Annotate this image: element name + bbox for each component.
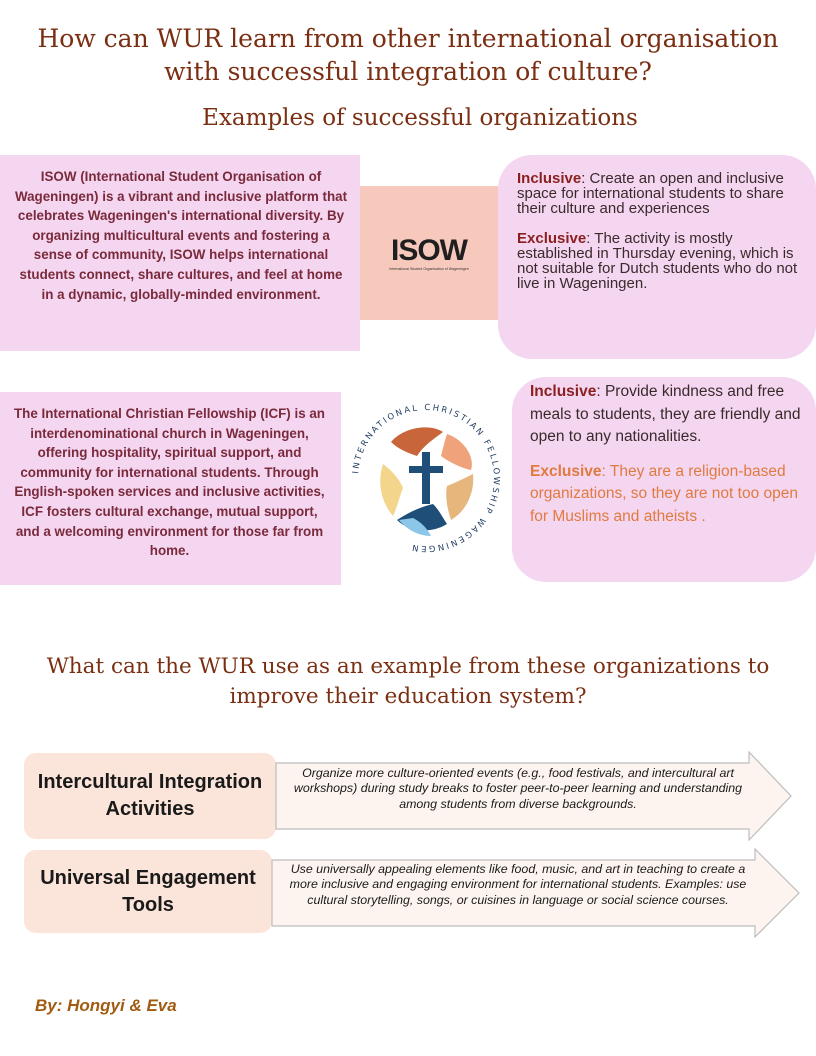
section-subtitle: Examples of successful organizations — [202, 105, 638, 131]
isow-inclusive-text: : Create an open and inclusive space for international students to share their culture and experiences — [517, 170, 784, 217]
strategy-description-intercultural: Organize more culture-oriented events (e.g., food festivals, and intercultural art workshops) during study breaks to foster peer-to-peer learning and understanding among students from diverse backgrounds. — [293, 766, 743, 811]
icf-logo-petal-red — [391, 427, 443, 456]
icf-pros-cons-box — [512, 377, 816, 582]
icf-logo-cross-vertical — [422, 452, 430, 504]
page-title: How can WUR learn from other international organisation with successful integration of culture? — [37, 24, 779, 86]
icf-logo — [347, 398, 505, 558]
icf-exclusive-label: Exclusive — [530, 462, 602, 480]
isow-inclusive — [517, 171, 802, 216]
icf-exclusive-text: : They are a religion-based organizations, so they are not too open for Muslims and atheists . — [530, 462, 798, 525]
icf-logo-cross-horizontal — [409, 466, 443, 473]
icf-description: The International Christian Fellowship (ICF) is an interdenominational church in Wageningen, offering hospitality, spiritual support, and community for international students. Through English-spoken services and inclusive activities, ICF fosters cultural exchange, mutual support, and a welcoming environment for those far from home. — [0, 392, 341, 585]
isow-exclusive-label: Exclusive — [517, 230, 587, 247]
isow-logo-text: ISOW — [391, 233, 467, 267]
icf-inclusive-label: Inclusive — [530, 383, 597, 400]
isow-inclusive-label: Inclusive — [517, 170, 582, 187]
icf-exclusive — [530, 461, 806, 529]
icf-logo-petal-orange — [441, 434, 472, 470]
isow-logo — [360, 186, 498, 320]
isow-logo-subtext: International Student Organisation of Wageningen — [389, 266, 469, 271]
byline: By: Hongyi & Eva — [35, 996, 177, 1015]
icf-logo-petal-peach — [446, 474, 473, 520]
isow-exclusive — [517, 231, 802, 291]
strategy-description-universal: Use universally appealing elements like food, music, and art in teaching to create a more inclusive and engaging environment for international students. Examples: use cultural storytelling, songs, or cuisines in language or social science courses. — [289, 862, 747, 907]
icf-inclusive — [530, 381, 806, 449]
isow-exclusive-text: : The activity is mostly established in Thursday evening, which is not suitable for Dutch students who do not live in Wageningen. — [517, 230, 798, 292]
icf-logo-petal-yellow — [380, 464, 403, 516]
question-heading: What can the WUR use as an example from these organizations to improve their education system? — [46, 654, 770, 709]
isow-description: ISOW (International Student Organisation of Wageningen) is a vibrant and inclusive platform that celebrates Wageningen's international diversity. By organizing multicultural events and fostering a sense of community, ISOW helps international students connect, share cultures, and feel at home in a dynamic, globally-minded environment. — [0, 155, 360, 351]
icf-inclusive-text: : Provide kindness and free meals to students, they are friendly and open to any nationalities. — [530, 383, 801, 445]
icf-logo-ring-text: INTERNATIONAL CHRISTIAN FELLOWSHIP WAGENINGEN — [350, 401, 503, 555]
isow-pros-cons-box — [498, 155, 816, 359]
strategy-label-intercultural: Intercultural Integration Activities — [24, 753, 276, 839]
strategy-label-universal: Universal Engagement Tools — [24, 850, 272, 933]
